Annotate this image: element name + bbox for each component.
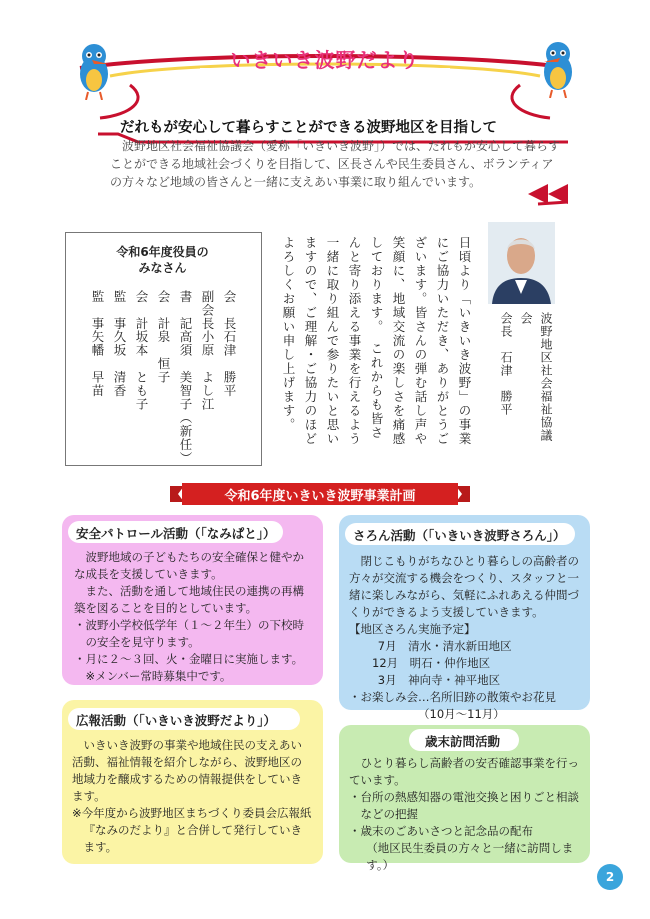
plan-title: 令和6年度いきいき波野事業計画 [224, 489, 416, 504]
officer-role: 会 計 [134, 290, 149, 331]
year-end-body: ひとり暮らし高齢者の安否確認事業を行っています。 ・台所の熱感知器の電池交換と困りごと相談などの把握 ・歳末のごあいさつと記念品の配布 （地区民生委員の方々と一緒に訪問します。） [349, 756, 579, 872]
kingfisher-bird-icon [532, 36, 584, 98]
officers-title: 令和6年度役員の みなさん [116, 245, 209, 275]
signature-name: 会長 石津 勝平 [499, 312, 513, 416]
page-number: 2 [597, 864, 623, 890]
pr-body: いきいき波野の事業や地域住民の支えあい活動、福祉情報を紹介しながら、波野地区の地域力を醸成するための情報提供をしていきます。 ※今年度から波野地区まちづくり委員会広報紙『なみのだより』と合併して発行していきます。 [72, 738, 312, 854]
officer-role: 監 事 [112, 290, 127, 331]
chairman-message: 日頃より「いきいき波野」の事業にご協力いただき、ありがとうございます。皆さんの弾む話し声や笑顔に、地域交流の楽しさを痛感しております。 これからも皆さんと寄り添える事業を行えるよう一緒に取り組んで参りたいと思いますので、ご理解・ご協力のほどよろしくお願い申し上げます。 [281, 236, 472, 446]
year-end-title: 歳末訪問活動 [425, 734, 501, 749]
officer-name: 久坂 清香 [112, 330, 127, 398]
chairman-photo [488, 222, 555, 304]
officer-role: 副会長 [200, 290, 215, 331]
intro-text: 波野地区社会福祉協議会（愛称「いきいき波野」）では、だれもが安心して暮らすことができる地域社会づくりを目指して、区長さんや民生委員さん、ボランティアの方々など地域の皆さんと一緒に支えあい事業に取り組んでいます。 [110, 139, 561, 189]
signature-org: 波野地区社会福祉協議会 [519, 312, 553, 442]
safety-title: 安全パトロール活動（「なみぱと」） [76, 526, 276, 541]
intro-headline: だれもが安心して暮らすことができる波野地区を目指して [120, 120, 497, 136]
safety-body: 波野地域の子どもたちの安全確保と健やかな成長を支援していきます。 また、活動を通して地域住民の連携の再構築を図ることを目的としています。 ・波野小学校低学年（１～２年生）の下校時の安全を見守ります。 ・月に２～３回、火・金曜日に実施します。 ※メンバー常時募集中です。 [74, 550, 304, 683]
officer-role: 書 記 [178, 290, 193, 331]
pr-title: 広報活動（「いきいき波野だより」） [76, 713, 277, 728]
salon-title: さろん活動（「いきいき波野さろん」） [353, 528, 566, 543]
officer-name: 小原 よし江 [200, 330, 215, 411]
kingfisher-bird-icon [68, 38, 120, 100]
officer-role: 会 長 [222, 290, 237, 331]
safety-patrol-box [62, 515, 323, 685]
officer-name: 矢幡 早苗 [90, 330, 105, 398]
officer-role: 監 事 [90, 290, 105, 331]
salon-body: 閉じこもりがちなひとり暮らしの高齢者の方々が交流する機会をつくり、スタッフと一緒に楽しみながら、気軽にふれあえる仲間づくりができるよう支援していきます。 【地区さろん実施予定】 7月 清水・清水新田地区 12月 明石・仲作地区 3月 神向寺・神平地区 ・お楽しみ会…名所旧跡の散策やお花見 （10月～11月） [349, 554, 579, 721]
year-end-visit-box [339, 725, 590, 872]
officer-name: 泉 恒子 [156, 330, 171, 384]
message-signature [496, 312, 556, 452]
page-title: いきいき波野だより [230, 48, 420, 72]
officer-name: 高須 美智子（新任） [178, 330, 193, 465]
pr-box [62, 700, 323, 864]
officer-role: 会 計 [156, 290, 171, 331]
officer-name: 石津 勝平 [222, 330, 237, 398]
officer-name: 坂本 とも子 [134, 330, 149, 411]
salon-box [339, 515, 590, 721]
